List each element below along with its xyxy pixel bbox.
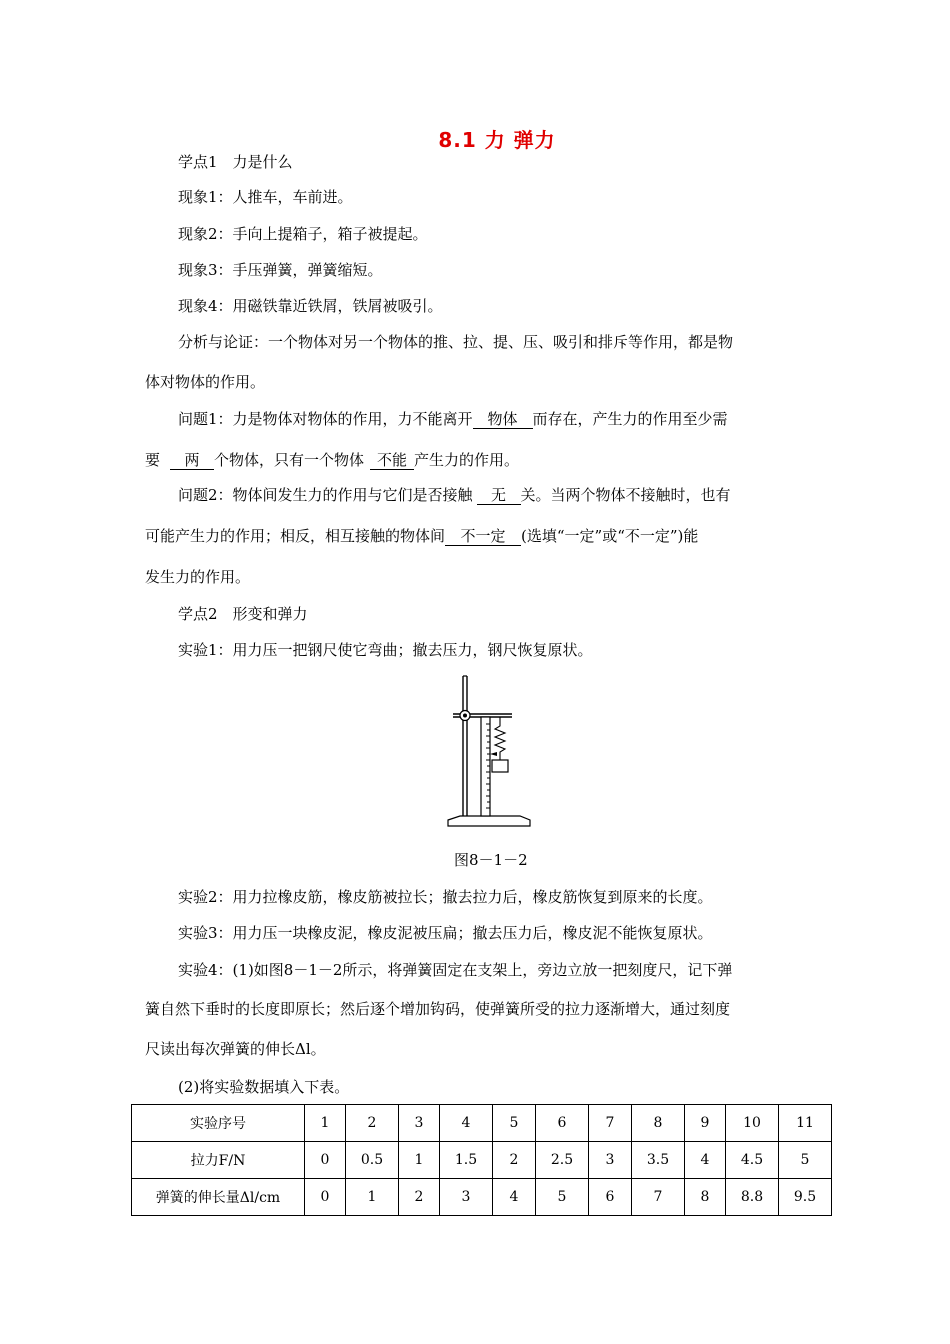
table-cell: 0.5 bbox=[346, 1142, 399, 1179]
table-cell: 10 bbox=[726, 1105, 779, 1142]
table-cell: 9 bbox=[685, 1105, 726, 1142]
phenomenon-4: 现象4：用磁铁靠近铁屑，铁屑被吸引。 bbox=[178, 297, 443, 315]
phenomenon-3: 现象3：手压弹簧，弹簧缩短。 bbox=[178, 261, 383, 279]
table-cell: 2.5 bbox=[536, 1142, 589, 1179]
section2-heading: 学点2 形变和弹力 bbox=[178, 605, 308, 623]
hook-weight bbox=[492, 760, 508, 772]
q1-text-1: 问题1：力是物体对物体的作用，力不能离开 bbox=[178, 410, 473, 428]
experiment-2: 实验2：用力拉橡皮筋，橡皮筋被拉长；撤去拉力后，橡皮筋恢复到原来的长度。 bbox=[178, 888, 713, 906]
data-table bbox=[131, 1104, 832, 1216]
table-cell: 7 bbox=[632, 1179, 685, 1216]
table-cell: 0 bbox=[305, 1142, 346, 1179]
experiment-4-line-2: 簧自然下垂时的长度即原长；然后逐个增加钩码，使弹簧所受的拉力逐渐增大，通过刻度 bbox=[145, 1000, 731, 1018]
question-2-line-2 bbox=[145, 526, 698, 546]
table-cell: 0 bbox=[305, 1179, 346, 1216]
table-cell: 8 bbox=[685, 1179, 726, 1216]
table-cell: 6 bbox=[589, 1179, 632, 1216]
table-cell: 3 bbox=[589, 1142, 632, 1179]
experiment-4-line-1: 实验4：(1)如图8－1－2所示，将弹簧固定在支架上，旁边立放一把刻度尺，记下弹 bbox=[178, 961, 733, 979]
section1-heading: 学点1 力是什么 bbox=[178, 153, 293, 171]
phenomenon-2: 现象2：手向上提箱子，箱子被提起。 bbox=[178, 225, 428, 243]
table-cell: 8.8 bbox=[726, 1179, 779, 1216]
q1-text-4: 个物体，只有一个物体 bbox=[214, 451, 365, 469]
table-row-label: 弹簧的伸长量Δl/cm bbox=[132, 1179, 305, 1216]
table-cell: 5 bbox=[779, 1142, 832, 1179]
table-cell: 3.5 bbox=[632, 1142, 685, 1179]
q2-answer-1: 无 bbox=[477, 486, 521, 505]
table-cell: 3 bbox=[399, 1105, 440, 1142]
table-cell: 11 bbox=[779, 1105, 832, 1142]
table-cell: 7 bbox=[589, 1105, 632, 1142]
table-cell: 5 bbox=[493, 1105, 536, 1142]
q1-text-3: 要 bbox=[145, 451, 161, 469]
question-1-line-2 bbox=[145, 450, 519, 470]
table-cell: 4 bbox=[493, 1179, 536, 1216]
question-2-line-1 bbox=[178, 485, 731, 505]
q2-text-2: 关。当两个物体不接触时，也有 bbox=[520, 486, 731, 504]
analysis-line-2: 体对物体的作用。 bbox=[145, 373, 266, 391]
table-cell: 6 bbox=[536, 1105, 589, 1142]
table-row-label: 拉力F/N bbox=[132, 1142, 305, 1179]
table-instruction: (2)将实验数据填入下表。 bbox=[178, 1078, 350, 1096]
table-cell: 4 bbox=[685, 1142, 726, 1179]
table-row bbox=[132, 1105, 832, 1142]
page-title: 8.1 力 弹力 bbox=[438, 128, 556, 152]
q1-answer-1: 物体 bbox=[473, 410, 533, 429]
measuring-ruler bbox=[481, 717, 490, 816]
q1-text-2: 而存在，产生力的作用至少需 bbox=[532, 410, 728, 428]
q1-answer-2: 两 bbox=[170, 451, 214, 470]
table-row bbox=[132, 1142, 832, 1179]
stand-base bbox=[448, 816, 530, 826]
table-cell: 1 bbox=[346, 1179, 399, 1216]
q1-text-5: 产生力的作用。 bbox=[414, 451, 520, 469]
table-cell: 1 bbox=[399, 1142, 440, 1179]
table-cell: 5 bbox=[536, 1179, 589, 1216]
table-row-label: 实验序号 bbox=[132, 1105, 305, 1142]
spring-apparatus-figure bbox=[444, 672, 534, 832]
table-cell: 8 bbox=[632, 1105, 685, 1142]
table-cell: 1.5 bbox=[440, 1142, 493, 1179]
table-cell: 4 bbox=[440, 1105, 493, 1142]
spring bbox=[490, 717, 505, 760]
figure-caption: 图8－1－2 bbox=[454, 851, 528, 869]
question-1-line-1 bbox=[178, 409, 728, 429]
question-2-line-3: 发生力的作用。 bbox=[145, 568, 251, 586]
table-cell: 3 bbox=[440, 1179, 493, 1216]
phenomenon-1: 现象1：人推车，车前进。 bbox=[178, 188, 353, 206]
experiment-4-line-3: 尺读出每次弹簧的伸长Δl。 bbox=[145, 1040, 326, 1058]
q2-answer-2: 不一定 bbox=[445, 527, 521, 546]
experiment-3: 实验3：用力压一块橡皮泥，橡皮泥被压扁；撤去压力后，橡皮泥不能恢复原状。 bbox=[178, 924, 713, 942]
q2-text-1: 问题2：物体间发生力的作用与它们是否接触 bbox=[178, 486, 473, 504]
q2-text-3: 可能产生力的作用；相反，相互接触的物体间 bbox=[145, 527, 446, 545]
table-cell: 9.5 bbox=[779, 1179, 832, 1216]
table-cell: 2 bbox=[493, 1142, 536, 1179]
table-cell: 2 bbox=[399, 1179, 440, 1216]
table-cell: 2 bbox=[346, 1105, 399, 1142]
table-cell: 4.5 bbox=[726, 1142, 779, 1179]
table-row bbox=[132, 1179, 832, 1216]
analysis-line-1: 分析与论证：一个物体对另一个物体的推、拉、提、压、吸引和排斥等作用，都是物 bbox=[178, 333, 734, 351]
experiment-1: 实验1：用力压一把钢尺使它弯曲；撤去压力，钢尺恢复原状。 bbox=[178, 641, 593, 659]
q1-answer-3: 不能 bbox=[370, 451, 414, 470]
q2-text-4: (选填“一定”或“不一定”)能 bbox=[521, 527, 699, 545]
stand-rod bbox=[463, 676, 467, 816]
table-cell: 1 bbox=[305, 1105, 346, 1142]
